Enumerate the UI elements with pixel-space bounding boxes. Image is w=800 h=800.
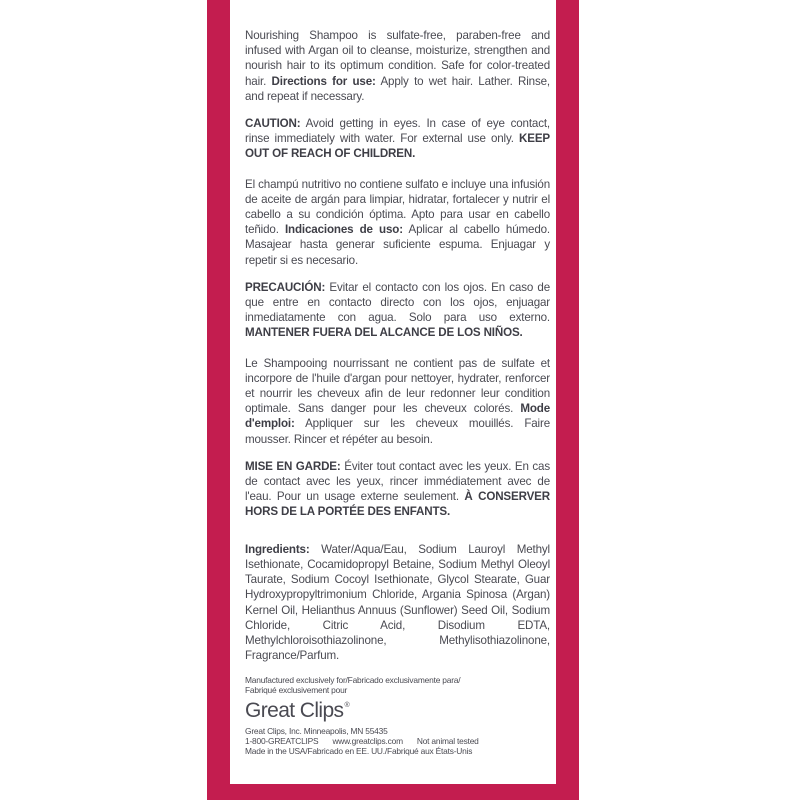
spanish-description: [245, 177, 550, 268]
logo-text: Great Clips: [245, 699, 344, 722]
spanish-caution-warning: MANTENER FUERA DEL ALCANCE DE LOS NIÑOS.: [245, 326, 523, 340]
ingredients-list: Water/Aqua/Eau, Sodium Lauroyl Methyl Isethionate, Cocamidopropyl Betaine, Sodium Methyl Oleoyl Taurate, Sodium Cocoyl Isethionate, Glycol Stearate, Guar Hydroxypropyltrimonium Chloride, Argania Spinosa (Argan) Kernel Oil, Helianthus Annuus (Sunflower) Seed Oil, Sodium Chloride, Citric Acid, Disodium EDTA, Methylchloroisothiazolinone, Methylisothiazolinone, Fragrance/Parfum.: [245, 542, 550, 663]
great-clips-logo: [245, 699, 550, 723]
spanish-directions-heading: Indicaciones de uso:: [284, 223, 403, 237]
english-intro: Nourishing Shampoo is sulfate-free, paraben-free and infused with Argan oil to cleanse, moisturize, strengthen and nourish hair to its optimum condition. Safe for color-treated hair.: [245, 29, 550, 88]
website: www.greatclips.com: [332, 736, 403, 746]
spanish-caution-heading: PRECAUCIÓN:: [245, 280, 326, 294]
french-caution-warning: À CONSERVER HORS DE LA PORTÉE DES ENFANTS.: [245, 490, 550, 519]
french-caution-text: Éviter tout contact avec les yeux. En cas de contact avec les yeux, rincer immédiatement avec de l'eau. Pour un usage externe seulement.: [245, 459, 551, 504]
spanish-caution: [245, 280, 550, 341]
french-directions-heading: Mode d'emploi:: [245, 402, 550, 431]
manufacturer-footer: [245, 675, 550, 756]
label-content: [245, 28, 550, 663]
manufactured-for-line: Manufactured exclusively for/Fabricado exclusivamente para/: [245, 675, 461, 685]
manufactured-for-line-french: Fabriqué exclusivement pour: [245, 685, 348, 695]
spanish-directions-text: Aplicar al cabello húmedo. Masajear hasta generar suficiente espuma. Enjuagar y repetir si es necesario.: [245, 223, 551, 267]
english-caution-warning: KEEP OUT OF REACH OF CHILDREN.: [245, 132, 550, 161]
spanish-caution-text: Evitar el contacto con los ojos. En caso de que entre en contacto directo con los ojos, enjuagar inmediatamente con agua. Solo para uso externo.: [245, 280, 551, 325]
country-of-origin: Made in the USA/Fabricado en EE. UU./Fabriqué aux États-Unis: [245, 746, 473, 756]
english-directions-text: Apply to wet hair. Lather. Rinse, and repeat if necessary.: [245, 74, 551, 103]
french-directions-text: Appliquer sur les cheveux mouillés. Faire mousser. Rincer et répéter au besoin.: [245, 417, 550, 446]
registered-mark: ®: [344, 702, 349, 709]
french-caution: [245, 459, 550, 520]
english-caution: [245, 116, 550, 162]
french-caution-heading: MISE EN GARDE:: [245, 459, 341, 473]
contact-line: [245, 736, 550, 746]
english-caution-heading: CAUTION:: [245, 117, 301, 131]
english-caution-text: Avoid getting in eyes. In case of eye contact, rinse immediately with water. For external use only.: [245, 117, 550, 146]
english-directions-heading: Directions for use:: [271, 74, 376, 88]
spanish-intro: El champú nutritivo no contiene sulfato e incluye una infusión de aceite de argán para limpiar, hidratar, fortalecer y nutrir el cabello a su condición óptima. Apto para usar en cabello teñido.: [245, 177, 550, 237]
french-description: [245, 356, 550, 447]
french-intro: Le Shampooing nourrissant ne contient pas de sulfate et incorpore de l'huile d'argan pour nettoyer, hydrater, renforcer et nourrir les cheveux afin de leur redonner leur condition optimale. Sans danger pour les cheveux colorés.: [245, 356, 550, 416]
company-address: Great Clips, Inc. Minneapolis, MN 55435: [245, 726, 388, 736]
ingredients: [245, 542, 550, 664]
animal-testing-note: Not animal tested: [416, 736, 479, 746]
english-description: [245, 28, 550, 104]
phone-number: 1-800-GREATCLIPS: [245, 736, 319, 746]
ingredients-heading: Ingredients:: [245, 542, 310, 556]
